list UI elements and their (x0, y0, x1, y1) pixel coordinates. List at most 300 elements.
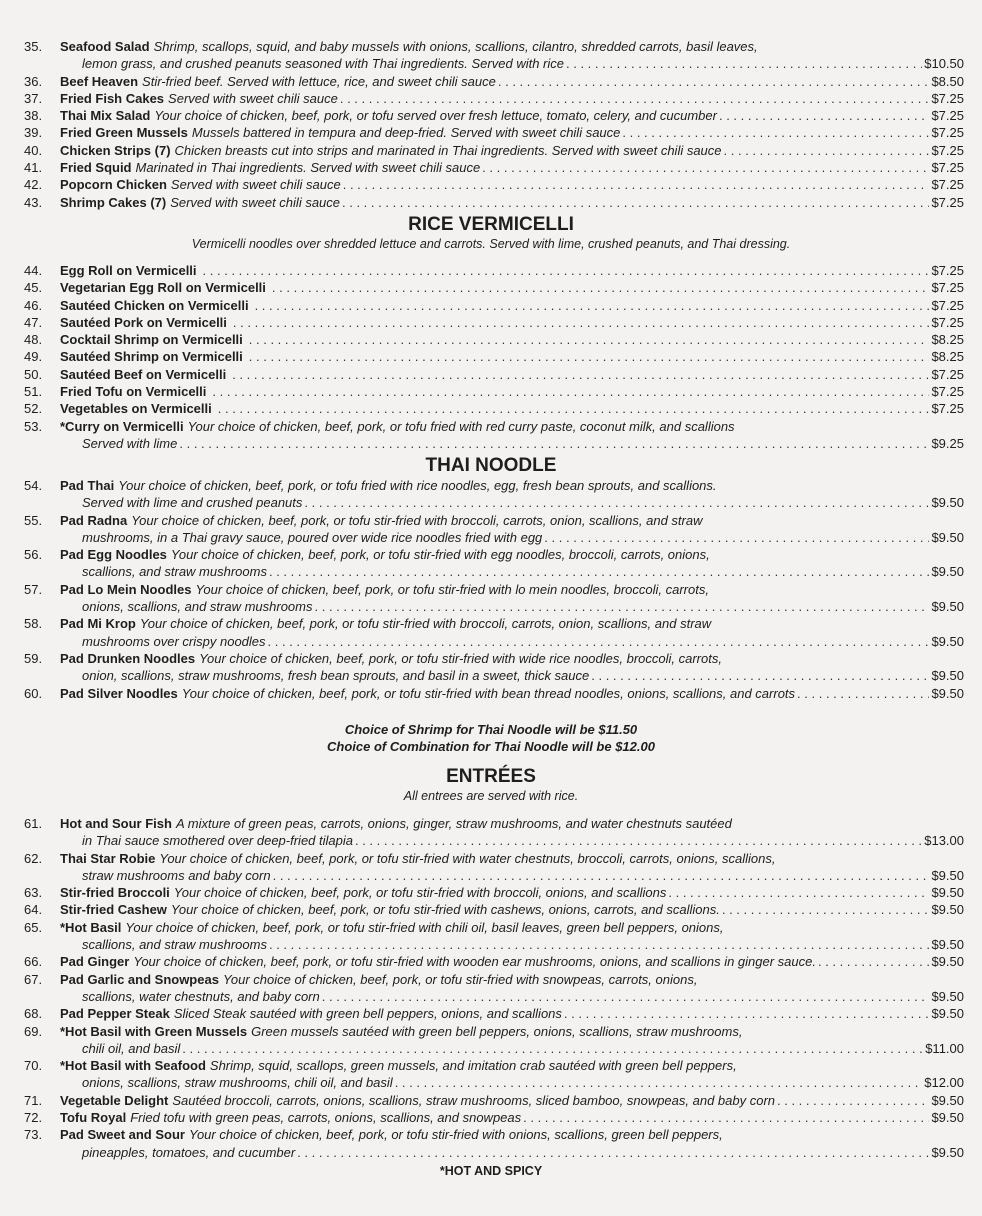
item-description: Green mussels sautéed with green bell peppers, onions, scallions, straw mushrooms, (251, 1023, 743, 1039)
item-description: Marinated in Thai ingredients. Served with sweet chili sauce (135, 160, 481, 176)
section-header-rice-vermicelli (0, 214, 982, 252)
menu-item-line (24, 971, 964, 988)
item-description-continued: scallions, and straw mushrooms (82, 564, 267, 580)
dot-leader (566, 55, 922, 72)
menu-item-line (24, 1057, 964, 1074)
item-name: Pad Radna (60, 512, 128, 528)
dot-leader (719, 107, 929, 124)
dot-leader (482, 159, 929, 176)
item-number: 54. (24, 478, 43, 493)
item-description-continued: onions, scallions, and straw mushrooms (82, 599, 313, 615)
dot-leader (249, 348, 930, 365)
item-description-continued: Served with lime and crushed peanuts (82, 495, 303, 511)
item-name: Fried Green Mussels (60, 125, 188, 141)
item-price: $7.25 (931, 297, 964, 313)
menu-item (24, 650, 964, 685)
dot-leader (304, 494, 929, 511)
item-name: Stir-fried Cashew (60, 902, 167, 918)
menu-item (24, 581, 964, 616)
menu-item-line (24, 1005, 964, 1022)
menu-item-line (24, 901, 964, 918)
item-name: *Hot Basil with Green Mussels (60, 1023, 248, 1039)
menu-item-line (24, 1023, 964, 1040)
menu-item (24, 1005, 964, 1022)
item-price: $8.25 (931, 332, 964, 348)
item-number: 71. (24, 1092, 43, 1108)
item-number: 51. (24, 384, 43, 400)
item-number: 63. (24, 885, 43, 901)
dot-leader (722, 901, 930, 918)
menu-item-line (24, 815, 964, 832)
menu-item (24, 159, 964, 176)
item-price: $9.50 (931, 633, 964, 649)
menu-item-line (24, 1109, 964, 1126)
item-price: $7.25 (931, 314, 964, 330)
item-price: $7.25 (931, 263, 964, 278)
item-description: Your choice of chicken, beef, pork, or tofu fried with rice noodles, egg, fresh bean sprouts, and scallions. (118, 478, 717, 493)
item-number: 65. (24, 919, 43, 935)
menu-item-line (24, 383, 964, 400)
dot-leader (668, 884, 929, 901)
menu-item (24, 90, 964, 107)
item-name: Egg Roll on Vermicelli (60, 263, 197, 278)
item-description: Served with sweet chili sauce (168, 90, 338, 106)
menu-item (24, 73, 964, 90)
menu-item-line (24, 650, 964, 667)
thai-noodle-list (24, 477, 964, 702)
menu-item (24, 418, 964, 453)
menu-item (24, 512, 964, 547)
dot-leader (724, 142, 930, 159)
item-number: 67. (24, 971, 43, 987)
item-number: 44. (24, 263, 43, 278)
item-price: $7.25 (931, 160, 964, 176)
item-price: $9.50 (931, 1144, 964, 1160)
hot-and-spicy-legend: *HOT AND SPICY (439, 1164, 543, 1178)
item-name: Sautéed Pork on Vermicelli (60, 314, 227, 330)
dot-leader (212, 383, 929, 400)
item-description: Served with sweet chili sauce (170, 177, 341, 193)
menu-item-line (24, 546, 964, 563)
item-name: Beef Heaven (60, 73, 139, 89)
item-number: 58. (24, 616, 43, 632)
menu-item (24, 1023, 964, 1058)
menu-item (24, 971, 964, 1006)
item-description: Sliced Steak sautéed with green bell peppers, onions, and scallions (173, 1006, 562, 1022)
dot-leader (818, 953, 929, 970)
dot-leader (797, 685, 929, 702)
dot-leader (269, 936, 929, 953)
item-price: $11.00 (925, 1040, 964, 1056)
menu-item-line (24, 936, 964, 953)
dot-leader (233, 314, 930, 331)
menu-item-line (24, 124, 964, 141)
menu-item (24, 142, 964, 159)
dot-leader (179, 435, 929, 452)
menu-item-line (24, 348, 964, 365)
item-description: Your choice of chicken, beef, pork, or tofu served over fresh lettuce, tomato, celery, and cucumber (154, 108, 717, 124)
dot-leader (498, 73, 930, 90)
item-description-continued: mushrooms, in a Thai gravy sauce, poured over wide rice noodles fried with egg (82, 529, 543, 545)
item-price: $9.25 (931, 435, 964, 451)
item-name: Pad Drunken Noodles (60, 650, 196, 666)
item-price: $9.50 (931, 937, 964, 953)
menu-item-line (24, 279, 964, 296)
menu-item (24, 194, 964, 211)
item-description: Served with sweet chili sauce (170, 194, 341, 210)
item-description: Mussels battered in tempura and deep-fried. Served with sweet chili sauce (191, 125, 621, 141)
item-price: $8.25 (931, 349, 964, 365)
item-name: Vegetable Delight (60, 1092, 169, 1108)
item-price: $9.50 (931, 668, 964, 684)
item-name: Chicken Strips (7) (60, 142, 171, 158)
item-price: $7.25 (931, 125, 964, 141)
item-description: Your choice of chicken, beef, pork, or tofu stir-fried with wide rice noodles, broccoli, carrots, (199, 650, 722, 666)
item-name: Fried Fish Cakes (60, 90, 165, 106)
menu-item-line (24, 529, 964, 546)
item-number: 69. (24, 1023, 43, 1039)
menu-item (24, 901, 964, 918)
menu-item (24, 331, 964, 348)
item-description: Your choice of chicken, beef, pork, or tofu stir-fried with broccoli, carrots, onion, scallions, and straw (139, 616, 712, 632)
dot-leader (591, 667, 929, 684)
item-number: 40. (24, 142, 43, 158)
item-name: Sautéed Shrimp on Vermicelli (60, 349, 243, 365)
item-number: 50. (24, 366, 43, 382)
dot-leader (272, 279, 930, 296)
item-description-continued: onion, scallions, straw mushrooms, fresh bean sprouts, and basil in a sweet, thick sauce (82, 668, 590, 684)
item-description-continued: in Thai sauce smothered over deep-fried tilapia (82, 833, 353, 849)
item-name: Pad Garlic and Snowpeas (60, 971, 219, 987)
item-number: 42. (24, 177, 43, 193)
item-name: Fried Tofu on Vermicelli (60, 384, 207, 400)
menu-item-line (24, 38, 964, 55)
section-header-entrees (0, 766, 982, 804)
dot-leader (182, 1040, 923, 1057)
item-name: Pad Pepper Steak (60, 1006, 170, 1022)
item-description: Your choice of chicken, beef, pork, or tofu stir-fried with onions, scallions, green bell peppers, (188, 1127, 723, 1143)
rice-vermicelli-list (24, 262, 964, 452)
menu-item-line (24, 297, 964, 314)
section-title: ENTRÉES (446, 766, 536, 787)
item-number: 52. (24, 401, 43, 417)
item-name: *Hot Basil (60, 919, 122, 935)
menu-item-line (24, 832, 964, 849)
menu-item (24, 107, 964, 124)
menu-item-line (24, 1126, 964, 1143)
dot-leader (232, 366, 929, 383)
item-price: $9.50 (931, 988, 964, 1004)
item-number: 55. (24, 512, 43, 528)
item-price: $9.50 (931, 685, 964, 701)
item-name: *Curry on Vermicelli (60, 418, 184, 434)
section-title: THAI NOODLE (425, 455, 557, 476)
item-number: 60. (24, 685, 43, 701)
menu-item (24, 1057, 964, 1092)
item-description: Chicken breasts cut into strips and marinated in Thai ingredients. Served with sweet chili sauce (174, 142, 722, 158)
item-price: $9.50 (931, 1110, 964, 1126)
menu-item-line (24, 988, 964, 1005)
item-description: Your choice of chicken, beef, pork, or tofu fried with red curry paste, coconut milk, and scallions (187, 418, 735, 434)
item-description-continued: lemon grass, and crushed peanuts seasoned with Thai ingredients. Served with rice (82, 56, 564, 72)
menu-item-line (24, 418, 964, 435)
item-number: 66. (24, 954, 43, 970)
dot-leader (249, 331, 930, 348)
item-price: $7.25 (931, 384, 964, 400)
menu-item-line (24, 850, 964, 867)
menu-item-line (24, 73, 964, 90)
item-price: $7.25 (931, 90, 964, 106)
dot-leader (395, 1074, 923, 1091)
item-description: Your choice of chicken, beef, pork, or tofu stir-fried with bean thread noodles, onions, scallions, and carrots (181, 685, 796, 701)
item-name: Shrimp Cakes (7) (60, 194, 167, 210)
menu-item-line (24, 55, 964, 72)
item-description-continued: Served with lime (82, 435, 178, 451)
menu-item (24, 919, 964, 954)
menu-item-line (24, 919, 964, 936)
menu-item-line (24, 615, 964, 632)
item-description: Shrimp, squid, scallops, green mussels, and imitation crab sautéed with green bell peppers, (209, 1058, 737, 1074)
menu-item-line (24, 633, 964, 650)
menu-item-line (24, 1040, 964, 1057)
item-description: Your choice of chicken, beef, pork, or tofu stir-fried with broccoli, onions, and scallions (173, 885, 667, 901)
menu-item (24, 1126, 964, 1161)
item-description: A mixture of green peas, carrots, onions, ginger, straw mushrooms, and water chestnuts sautéed (175, 816, 732, 831)
dot-leader (268, 633, 930, 650)
item-description-continued: mushrooms over crispy noodles (82, 633, 266, 649)
item-number: 61. (24, 816, 43, 831)
menu-item (24, 400, 964, 417)
item-name: Pad Ginger (60, 954, 130, 970)
dot-leader (564, 1005, 930, 1022)
menu-item-line (24, 884, 964, 901)
dot-leader (315, 598, 930, 615)
dot-leader (297, 1144, 929, 1161)
noodle-price-note-shrimp: Choice of Shrimp for Thai Noodle will be $11.50 (344, 722, 638, 737)
menu-item-line (24, 953, 964, 970)
item-description-continued: scallions, and straw mushrooms (82, 937, 267, 953)
appetizers-continued-list (24, 38, 964, 211)
item-description: Sautéed broccoli, carrots, onions, scallions, straw mushrooms, sliced bamboo, snowpeas, and baby corn (172, 1092, 776, 1108)
dot-leader (203, 262, 930, 279)
item-name: Cocktail Shrimp on Vermicelli (60, 332, 243, 348)
menu-item (24, 297, 964, 314)
dot-leader (255, 297, 930, 314)
item-description-continued: scallions, water chestnuts, and baby corn (82, 988, 320, 1004)
item-price: $10.50 (924, 56, 964, 72)
menu-item (24, 1109, 964, 1126)
item-name: Thai Mix Salad (60, 108, 151, 124)
item-number: 41. (24, 160, 43, 176)
section-title: RICE VERMICELLI (408, 214, 574, 235)
menu-item (24, 850, 964, 885)
menu-item-line (24, 1092, 964, 1109)
item-number: 37. (24, 90, 43, 106)
item-name: Pad Mi Krop (60, 616, 136, 632)
item-description: Fried tofu with green peas, carrots, onions, scallions, and snowpeas (130, 1110, 522, 1126)
item-description: Your choice of chicken, beef, pork, or tofu stir-fried with cashews, onions, carrots, and scallions. (170, 902, 720, 918)
item-name: Fried Squid (60, 160, 132, 176)
noodle-price-note-combination: Choice of Combination for Thai Noodle will be $12.00 (327, 739, 655, 754)
item-number: 38. (24, 108, 43, 124)
item-description: Your choice of chicken, beef, pork, or tofu stir-fried with chili oil, basil leaves, green bell peppers, onions, (125, 919, 724, 935)
menu-item (24, 383, 964, 400)
menu-item-line (24, 867, 964, 884)
item-number: 56. (24, 547, 43, 563)
menu-item (24, 884, 964, 901)
item-price: $9.50 (931, 1092, 964, 1108)
dot-leader (322, 988, 930, 1005)
item-number: 43. (24, 194, 43, 210)
item-name: Stir-fried Broccoli (60, 885, 170, 901)
item-name: Pad Lo Mein Noodles (60, 581, 192, 597)
menu-item (24, 262, 964, 279)
section-subtitle: All entrees are served with rice. (403, 789, 579, 803)
item-number: 68. (24, 1006, 43, 1022)
item-name: Pad Silver Noodles (60, 685, 178, 701)
dot-leader (343, 176, 930, 193)
item-number: 64. (24, 902, 43, 918)
menu-item (24, 176, 964, 193)
dot-leader (622, 124, 929, 141)
item-name: Seafood Salad (60, 39, 150, 54)
menu-item-line (24, 685, 964, 702)
entrees-list (24, 815, 964, 1161)
menu-item-line (24, 159, 964, 176)
dot-leader (523, 1109, 929, 1126)
item-number: 57. (24, 581, 43, 597)
item-name: Pad Thai (60, 478, 115, 493)
item-number: 53. (24, 418, 43, 434)
dot-leader (218, 400, 930, 417)
item-description: Shrimp, scallops, squid, and baby mussels with onions, scallions, cilantro, shredded carrots, basil leaves, (153, 39, 758, 54)
dot-leader (355, 832, 922, 849)
item-name: *Hot Basil with Seafood (60, 1058, 206, 1074)
menu-item (24, 348, 964, 365)
item-description-continued: onions, scallions, straw mushrooms, chili oil, and basil (82, 1075, 393, 1091)
item-price: $9.50 (931, 1006, 964, 1022)
item-price: $9.50 (931, 564, 964, 580)
item-description: Your choice of chicken, beef, pork, or tofu stir-fried with snowpeas, carrots, onions, (222, 971, 698, 987)
dot-leader (777, 1092, 929, 1109)
section-header-thai-noodle (0, 455, 982, 477)
item-description: Your choice of chicken, beef, pork, or tofu stir-fried with egg noodles, broccoli, carrots, onions, (170, 547, 710, 563)
item-name: Pad Egg Noodles (60, 547, 167, 563)
dot-leader (340, 90, 930, 107)
item-number: 70. (24, 1058, 43, 1074)
menu-item-line (24, 581, 964, 598)
item-price: $7.25 (931, 194, 964, 210)
item-description: Your choice of chicken, beef, pork, or tofu stir-fried with broccoli, carrots, onion, scallions, and straw (131, 512, 703, 528)
item-name: Sautéed Chicken on Vermicelli (60, 297, 249, 313)
item-description: Stir-fried beef. Served with lettuce, rice, and sweet chili sauce (142, 73, 496, 89)
menu-item (24, 366, 964, 383)
menu-item-line (24, 512, 964, 529)
menu-item-line (24, 176, 964, 193)
dot-leader (342, 194, 929, 211)
menu-item (24, 38, 964, 73)
item-price: $9.50 (931, 954, 964, 970)
item-price: $12.00 (924, 1075, 964, 1091)
dot-leader (269, 563, 929, 580)
item-price: $9.50 (931, 599, 964, 615)
item-description: Your choice of chicken, beef, pork, or tofu stir-fried with wooden ear mushrooms, onions, and scallions in ginger sauce. (133, 954, 816, 970)
menu-item-line (24, 331, 964, 348)
menu-item-line (24, 1074, 964, 1091)
item-number: 72. (24, 1110, 43, 1126)
menu-item-line (24, 598, 964, 615)
item-price: $9.50 (931, 902, 964, 918)
menu-item-line (24, 563, 964, 580)
item-price: $7.25 (931, 280, 964, 296)
item-price: $9.50 (931, 867, 964, 883)
item-name: Vegetarian Egg Roll on Vermicelli (60, 280, 266, 296)
item-number: 62. (24, 850, 43, 866)
item-price: $9.50 (931, 495, 964, 511)
menu-item-line (24, 435, 964, 452)
menu-item-line (24, 1144, 964, 1161)
item-name: Thai Star Robie (60, 850, 156, 866)
item-price: $9.50 (931, 529, 964, 545)
item-price: $7.25 (931, 177, 964, 193)
item-name: Hot and Sour Fish (60, 816, 172, 831)
menu-item-line (24, 477, 964, 494)
menu-item-line (24, 90, 964, 107)
item-description-continued: straw mushrooms and baby corn (82, 867, 271, 883)
item-name: Vegetables on Vermicelli (60, 401, 212, 417)
item-price: $7.25 (931, 108, 964, 124)
item-description: Your choice of chicken, beef, pork, or tofu stir-fried with lo mein noodles, broccoli, carrots, (195, 581, 709, 597)
item-description-continued: pineapples, tomatoes, and cucumber (82, 1144, 296, 1160)
menu-item-line (24, 194, 964, 211)
menu-item-line (24, 262, 964, 279)
menu-item (24, 615, 964, 650)
menu-item (24, 477, 964, 512)
item-number: 35. (24, 39, 43, 54)
item-price: $7.25 (931, 366, 964, 382)
item-number: 48. (24, 332, 43, 348)
item-number: 73. (24, 1127, 43, 1143)
item-number: 59. (24, 650, 43, 666)
item-number: 39. (24, 125, 43, 141)
item-price: $9.50 (931, 885, 964, 901)
item-name: Sautéed Beef on Vermicelli (60, 366, 227, 382)
menu-item (24, 953, 964, 970)
menu-item (24, 685, 964, 702)
menu-item-line (24, 494, 964, 511)
item-name: Tofu Royal (60, 1110, 127, 1126)
item-name: Pad Sweet and Sour (60, 1127, 185, 1143)
item-number: 49. (24, 349, 43, 365)
item-price: $7.25 (931, 142, 964, 158)
menu-item-line (24, 366, 964, 383)
menu-item (24, 546, 964, 581)
dot-leader (273, 867, 930, 884)
menu-item-line (24, 400, 964, 417)
menu-item-line (24, 667, 964, 684)
dot-leader (544, 529, 929, 546)
menu-item (24, 815, 964, 850)
item-price: $13.00 (924, 833, 964, 849)
menu-item-line (24, 107, 964, 124)
item-description-continued: chili oil, and basil (82, 1040, 181, 1056)
menu-item-line (24, 314, 964, 331)
menu-item (24, 314, 964, 331)
item-description: Your choice of chicken, beef, pork, or tofu stir-fried with water chestnuts, broccoli, carrots, onions, scallions, (159, 850, 776, 866)
item-number: 46. (24, 297, 43, 313)
section-subtitle: Vermicelli noodles over shredded lettuce and carrots. Served with lime, crushed peanuts, and Thai dressing. (191, 237, 791, 251)
item-name: Popcorn Chicken (60, 177, 167, 193)
